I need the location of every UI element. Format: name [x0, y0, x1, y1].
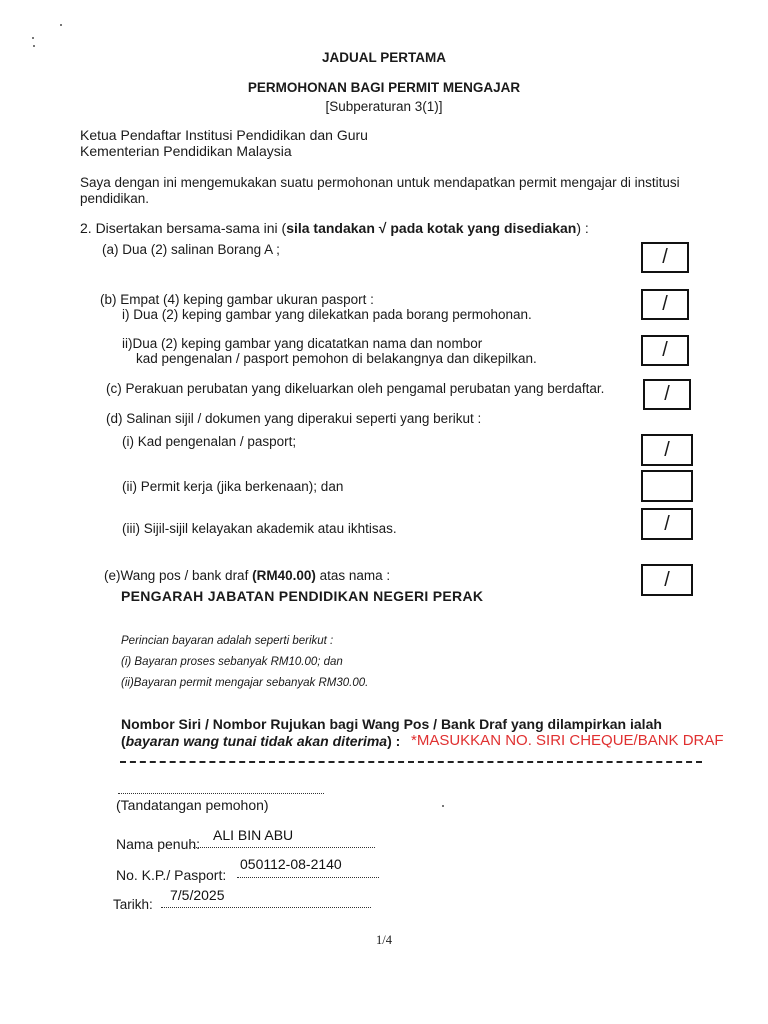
serial-number-note	[121, 733, 400, 749]
scan-speck	[442, 805, 444, 807]
checkbox-a[interactable]: /	[641, 242, 689, 273]
checkbox-d-ii[interactable]	[641, 470, 693, 502]
section-2-prefix: 2. Disertakan bersama-sama ini (	[80, 220, 287, 236]
serial-number-value[interactable]: *MASUKKAN NO. SIRI CHEQUE/BANK DRAF	[411, 732, 724, 749]
item-e	[104, 568, 390, 584]
item-d-i: (i) Kad pengenalan / pasport;	[122, 434, 297, 449]
item-b: (b) Empat (4) keping gambar ukuran pasport :	[100, 292, 374, 307]
section-2-instruction: sila tandakan √ pada kotak yang disediakan	[286, 220, 577, 236]
item-e-suffix: atas nama :	[315, 568, 391, 583]
payment-details-line-1: (i) Bayaran proses sebanyak RM10.00; dan	[121, 656, 343, 668]
item-d-ii: (ii) Permit kerja (jika berkenaan); dan	[122, 479, 344, 494]
checkbox-c[interactable]: /	[643, 379, 691, 410]
payment-details-line-2: (ii)Bayaran permit mengajar sebanyak RM30.00.	[121, 677, 369, 689]
page-number: 1/4	[376, 933, 392, 947]
regulation-reference: [Subperaturan 3(1)]	[325, 99, 443, 114]
full-name-line	[193, 847, 375, 848]
checkbox-b-i[interactable]: /	[641, 289, 689, 320]
item-b-ii-line-1: ii)Dua (2) keping gambar yang dicatatkan nama dan nombor	[122, 336, 483, 351]
checkbox-b-ii[interactable]: /	[641, 335, 689, 366]
date-value[interactable]: 7/5/2025	[170, 887, 225, 903]
item-d: (d) Salinan sijil / dokumen yang diperakui seperti yang berikut :	[106, 411, 482, 426]
section-2-heading	[80, 220, 589, 236]
serial-number-line	[120, 761, 702, 763]
checkbox-d-i[interactable]: /	[641, 434, 693, 466]
item-c: (c) Perakuan perubatan yang dikeluarkan oleh pengamal perubatan yang berdaftar.	[106, 381, 605, 396]
addressee-line-2: Kementerian Pendidikan Malaysia	[80, 143, 292, 159]
serial-number-label: Nombor Siri / Nombor Rujukan bagi Wang Pos / Bank Draf yang dilampirkan ialah	[121, 716, 662, 732]
ic-passport-label: No. K.P./ Pasport:	[116, 867, 227, 883]
item-a: (a) Dua (2) salinan Borang A ;	[102, 242, 280, 257]
section-2-suffix: ) :	[576, 220, 589, 236]
full-name-label: Nama penuh:	[116, 836, 201, 852]
signature-line[interactable]	[118, 793, 324, 794]
scan-speck	[33, 45, 35, 47]
addressee-line-1: Ketua Pendaftar Institusi Pendidikan dan Guru	[80, 127, 368, 143]
date-label: Tarikh:	[113, 897, 153, 912]
serial-note-suffix: ) :	[387, 733, 401, 749]
date-line	[161, 907, 371, 908]
document-title: JADUAL PERTAMA	[321, 50, 446, 65]
serial-note-prefix: (	[121, 733, 126, 749]
checkbox-e[interactable]: /	[641, 564, 693, 596]
intro-line-1: Saya dengan ini mengemukakan suatu permohonan untuk mendapatkan permit mengajar di institusi	[80, 175, 680, 190]
item-b-ii-line-2: kad pengenalan / pasport pemohon di belakangnya dan dikepilkan.	[136, 351, 537, 366]
document-subtitle: PERMOHONAN BAGI PERMIT MENGAJAR	[247, 80, 521, 95]
ic-passport-value[interactable]: 050112-08-2140	[240, 856, 342, 872]
item-b-i: i) Dua (2) keping gambar yang dilekatkan pada borang permohonan.	[122, 307, 532, 322]
item-e-amount: (RM40.00)	[252, 568, 316, 583]
scan-speck	[60, 24, 62, 26]
item-e-prefix: (e)Wang pos / bank draf	[104, 568, 253, 583]
checkbox-d-iii[interactable]: /	[641, 508, 693, 540]
intro-line-2: pendidikan.	[80, 191, 150, 206]
serial-note-cash-warning: bayaran wang tunai tidak akan diterima	[125, 733, 388, 749]
payee-name: PENGARAH JABATAN PENDIDIKAN NEGERI PERAK	[121, 588, 484, 604]
payment-details-heading: Perincian bayaran adalah seperti berikut :	[121, 635, 334, 647]
scan-speck	[32, 37, 34, 39]
full-name-value[interactable]: ALI BIN ABU	[213, 827, 294, 843]
signature-label: (Tandatangan pemohon)	[116, 797, 269, 813]
ic-passport-line	[237, 877, 379, 878]
item-d-iii: (iii) Sijil-sijil kelayakan akademik atau ikhtisas.	[122, 521, 397, 536]
